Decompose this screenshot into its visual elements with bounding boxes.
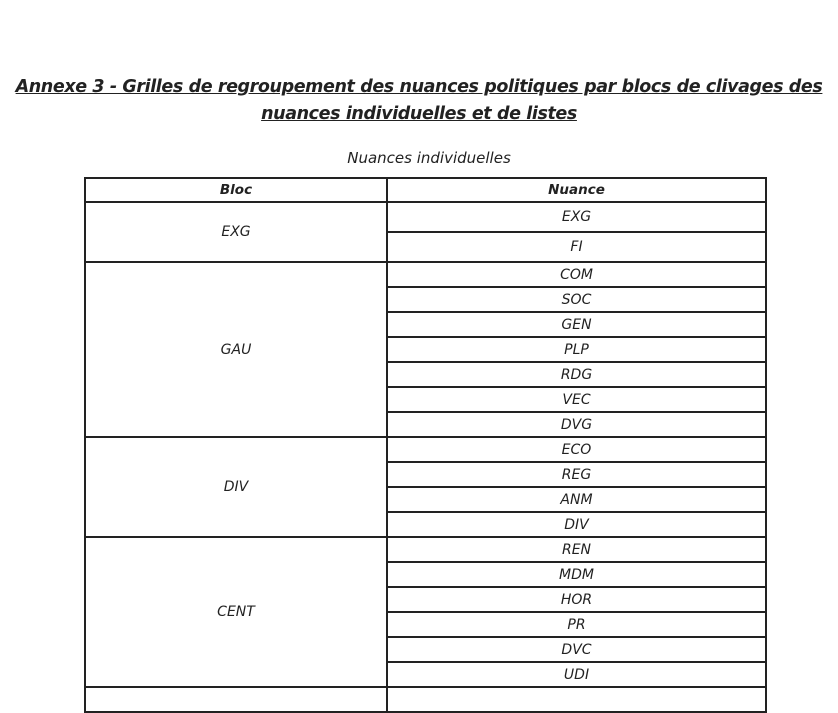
nuance-cell: MDM — [387, 562, 766, 587]
nuance-cell: SOC — [387, 287, 766, 312]
bloc-cell: EXG — [85, 202, 387, 262]
table-row-partial — [85, 687, 766, 712]
nuance-cell: ANM — [387, 487, 766, 512]
nuance-cell: REN — [387, 537, 766, 562]
bloc-cell: GAU — [85, 262, 387, 437]
nuance-cell: RDG — [387, 362, 766, 387]
nuance-cell: PR — [387, 612, 766, 637]
nuances-table — [84, 177, 767, 713]
table-caption: Nuances individuelles — [347, 149, 511, 167]
nuance-cell: PLP — [387, 337, 766, 362]
table-header-row — [85, 178, 766, 202]
nuance-cell: VEC — [387, 387, 766, 412]
bloc-cell: CENT — [85, 537, 387, 687]
nuance-cell: REG — [387, 462, 766, 487]
nuance-cell: EXG — [387, 202, 766, 232]
nuance-cell: COM — [387, 262, 766, 287]
nuance-cell: FI — [387, 232, 766, 262]
nuance-cell: DIV — [387, 512, 766, 537]
page-title: Annexe 3 - Grilles de regroupement des nuances politiques par blocs de clivages des nuances individuelles et de listes — [15, 77, 823, 124]
nuance-cell: ECO — [387, 437, 766, 462]
nuance-cell: GEN — [387, 312, 766, 337]
table-row — [85, 262, 766, 287]
nuance-cell: UDI — [387, 662, 766, 687]
nuance-cell: DVC — [387, 637, 766, 662]
nuance-cell — [387, 687, 766, 712]
nuance-cell: DVG — [387, 412, 766, 437]
table-row — [85, 437, 766, 462]
table-row — [85, 202, 766, 232]
header-nuance: Nuance — [387, 178, 766, 202]
table-row — [85, 537, 766, 562]
header-bloc: Bloc — [85, 178, 387, 202]
bloc-cell: DIV — [85, 437, 387, 537]
bloc-cell — [85, 687, 387, 712]
nuance-cell: HOR — [387, 587, 766, 612]
